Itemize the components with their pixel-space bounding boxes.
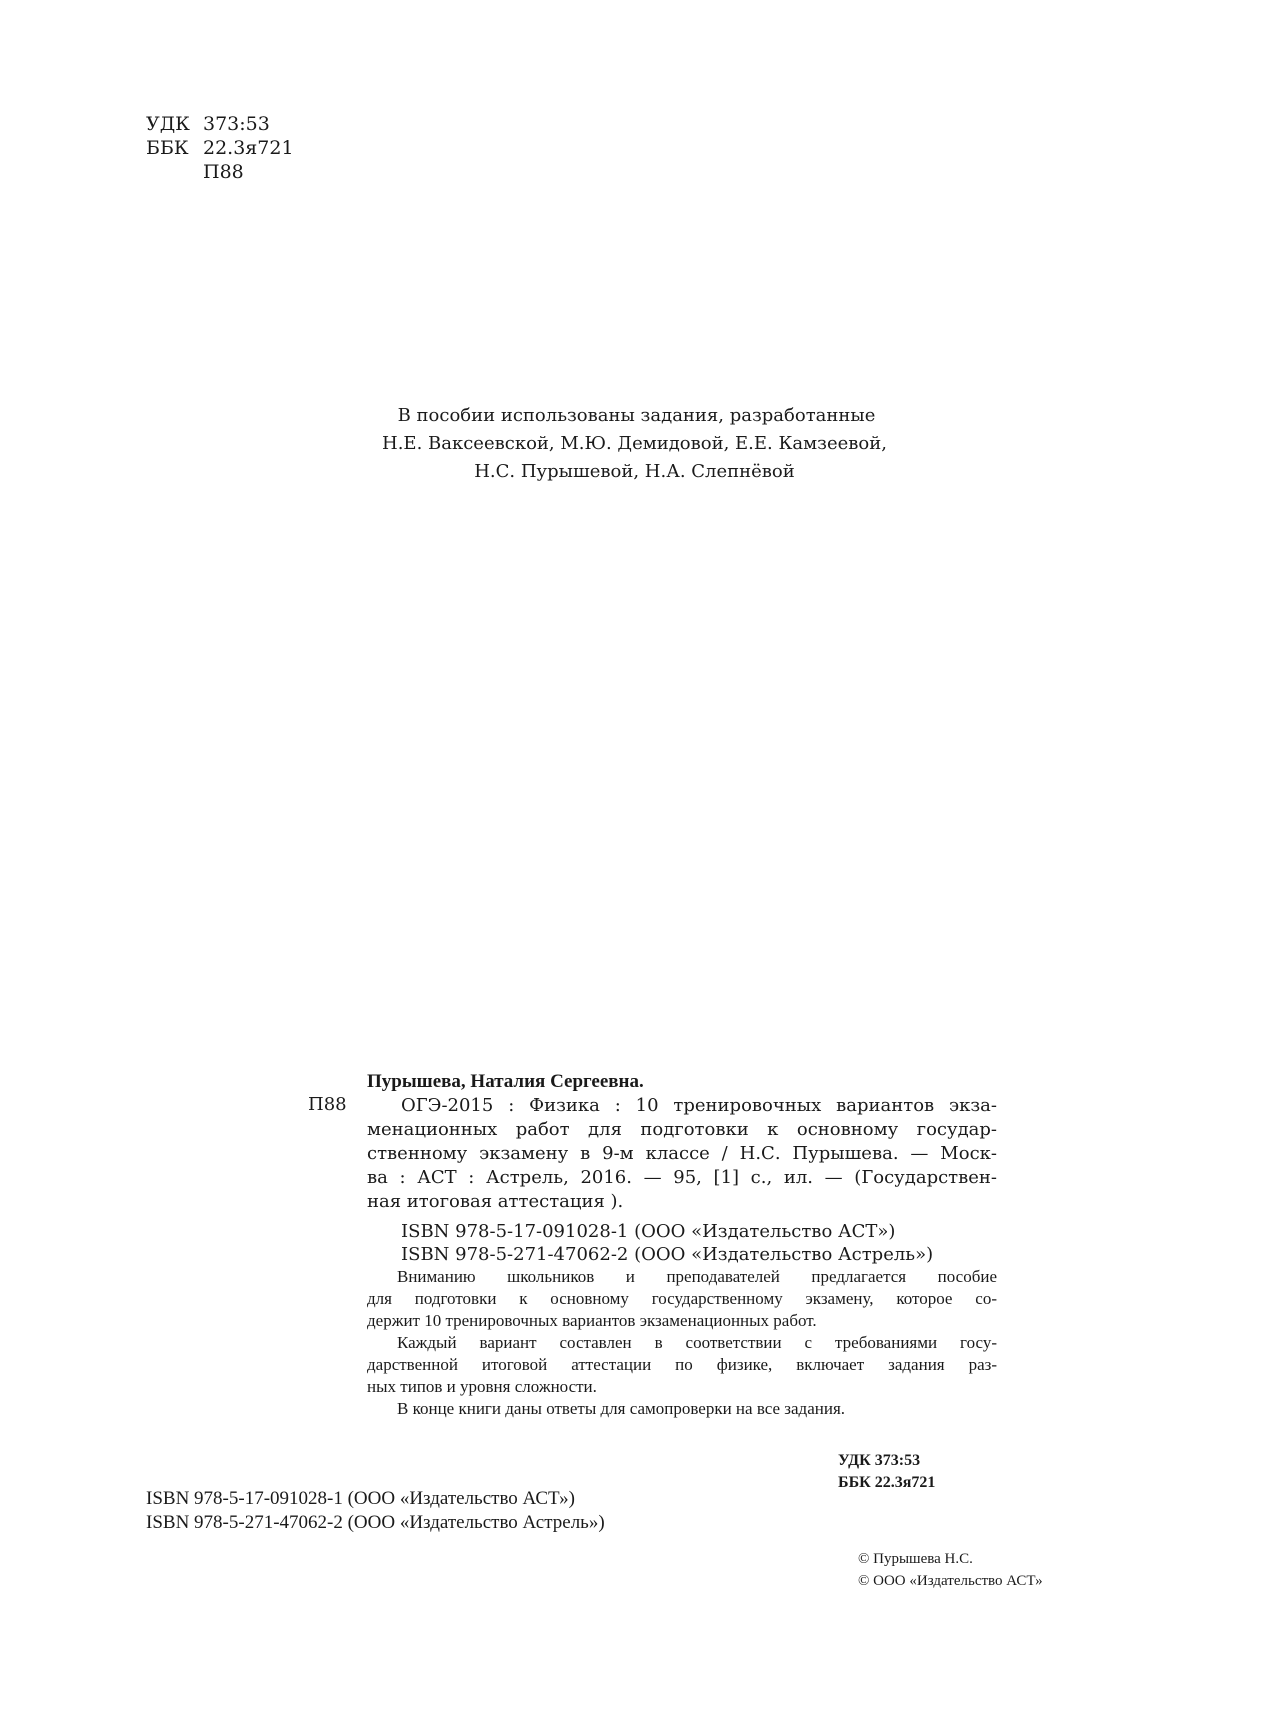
- udk-value: 373:53: [203, 113, 270, 135]
- author-mark: П88: [203, 161, 244, 183]
- bib-author: Пурышева, Наталия Сергеевна.: [367, 1071, 644, 1092]
- classification-codes: [146, 112, 294, 184]
- annotation-line: Вниманию школьников и преподавателей предлагается пособие: [397, 1267, 997, 1286]
- credits-block: [0, 402, 1269, 486]
- bib-description-line: ная итоговая аттестация ).: [367, 1191, 624, 1212]
- bib-classification: [838, 1450, 935, 1494]
- annotation-line: дарственной итоговой аттестации по физике, включает задания раз-: [367, 1355, 997, 1374]
- bib-description-line: ва : АСТ : Астрель, 2016. — 95, [1] с., ил. — (Государствен-: [367, 1167, 997, 1188]
- isbn-line: ISBN 978-5-271-47062-2 (ООО «Издательство Астрель»): [146, 1512, 605, 1533]
- bib-description-line: ОГЭ-2015 : Физика : 10 тренировочных вариантов экза-: [401, 1095, 997, 1116]
- annotation: [367, 1266, 997, 1420]
- bbk-label: ББК: [146, 137, 189, 159]
- annotation-line: для подготовки к основному государственному экзамену, которое со-: [367, 1289, 997, 1308]
- annotation-line: держит 10 тренировочных вариантов экзаменационных работ.: [367, 1311, 817, 1330]
- copyright-line: © Пурышева Н.С.: [858, 1551, 973, 1567]
- annotation-line: Каждый вариант составлен в соответствии с требованиями госу-: [397, 1333, 997, 1352]
- bibliographic-record: [367, 1070, 997, 1420]
- annotation-line: В конце книги даны ответы для самопроверки на все задания.: [397, 1399, 846, 1418]
- bib-description-line: менационных работ для подготовки к основному государ-: [367, 1119, 997, 1140]
- udk-row: [146, 112, 294, 136]
- copyright-block: [858, 1548, 1043, 1592]
- bbk-row: [146, 136, 294, 160]
- bib-author-mark: П88: [308, 1094, 347, 1115]
- annotation-line: ных типов и уровня сложности.: [367, 1377, 597, 1396]
- credits-line: Н.Е. Ваксеевской, М.Ю. Демидовой, Е.Е. Камзеевой,: [382, 433, 887, 454]
- isbn-block: [146, 1487, 605, 1535]
- bib-bbk: ББК 22.3я721: [838, 1474, 936, 1491]
- credits-line: В пособии использованы задания, разработанные: [397, 405, 876, 426]
- bib-udk: УДК 373:53: [838, 1452, 921, 1469]
- bib-isbn: ISBN 978-5-17-091028-1 (ООО «Издательство АСТ»): [401, 1221, 896, 1242]
- bib-description-line: ственному экзамену в 9-м классе / Н.С. Пурышева. — Моск-: [367, 1143, 997, 1164]
- udk-label: УДК: [146, 113, 190, 135]
- credits-line: Н.С. Пурышевой, Н.А. Слепнёвой: [474, 461, 795, 482]
- bib-isbn: ISBN 978-5-271-47062-2 (ООО «Издательство Астрель»): [401, 1244, 934, 1265]
- isbn-line: ISBN 978-5-17-091028-1 (ООО «Издательство АСТ»): [146, 1488, 575, 1509]
- copyright-line: © ООО «Издательство АСТ»: [858, 1573, 1043, 1589]
- bbk-value: 22.3я721: [203, 137, 294, 159]
